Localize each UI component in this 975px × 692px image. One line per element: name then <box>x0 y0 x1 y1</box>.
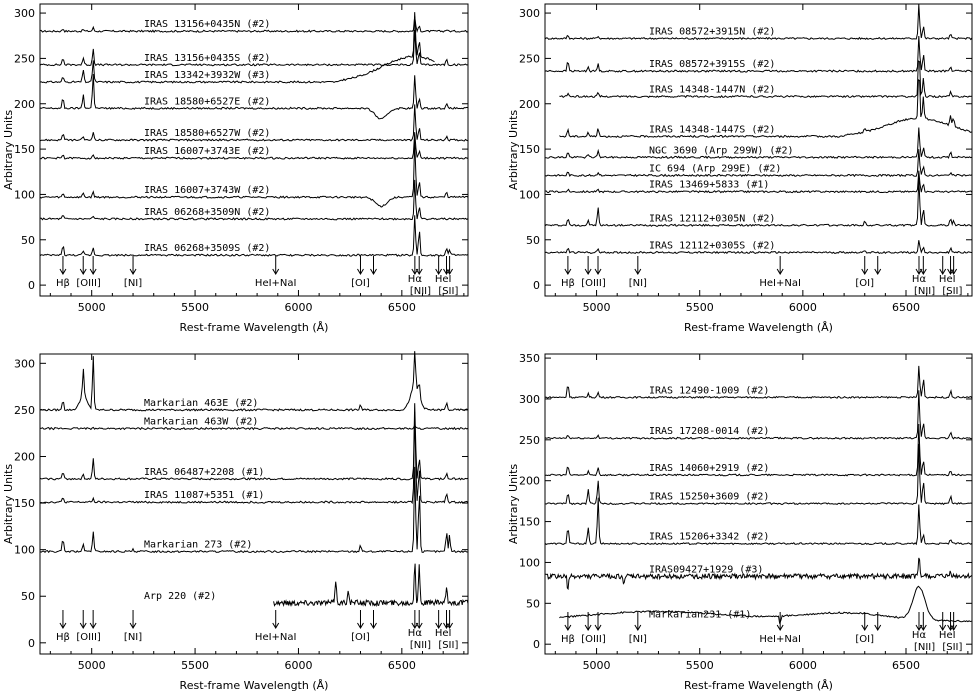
line-annotation: [OIII] <box>76 278 101 289</box>
x-tick-label: 5500 <box>181 659 210 672</box>
line-annotation: [OIII] <box>76 632 101 643</box>
y-tick-label: 150 <box>519 515 540 529</box>
line-annotation: HeI <box>434 274 452 285</box>
x-tick-label: 5000 <box>582 659 611 672</box>
line-annotation: [NI] <box>628 278 647 289</box>
y-tick-label: 250 <box>519 433 540 447</box>
y-tick-label: 50 <box>21 233 35 247</box>
series-label: IRAS 06487+2208 (#1) <box>144 466 265 478</box>
series-label: IRAS 14060+2919 (#2) <box>649 462 770 474</box>
y-tick-label: 100 <box>14 188 35 202</box>
y-tick-label: 100 <box>519 188 540 202</box>
y-tick-label: 250 <box>14 403 35 417</box>
chart-panel-2 <box>507 4 972 334</box>
y-tick-label: 300 <box>14 7 35 21</box>
y-tick-label: 50 <box>21 590 35 604</box>
series-label: IRAS 06268+3509S (#2) <box>144 243 271 255</box>
line-annotation: [OIII] <box>581 634 606 645</box>
series-label: IRAS 12112+0305S (#2) <box>649 240 776 252</box>
y-tick-label: 0 <box>533 279 540 293</box>
x-tick-label: 5000 <box>77 301 106 314</box>
y-tick-label: 150 <box>14 143 35 157</box>
line-annotation: [NI] <box>628 634 647 645</box>
x-tick-label: 6000 <box>788 301 817 314</box>
line-annotation: [OI] <box>351 278 370 289</box>
line-annotation: Hβ <box>55 632 70 643</box>
line-annotation: [SII] <box>438 640 459 651</box>
x-axis-label: Rest-frame Wavelength (Å) <box>684 321 833 334</box>
series-label: IRAS 08572+3915N (#2) <box>649 26 776 38</box>
series-label: Markarian231 (#1) <box>649 609 752 621</box>
line-annotation: [SII] <box>942 642 963 653</box>
x-tick-label: 6000 <box>284 659 313 672</box>
y-tick-label: 300 <box>519 7 540 21</box>
series-label: IRAS 13469+5833 (#1) <box>649 179 770 191</box>
series-label: IRAS 17208-0014 (#2) <box>649 426 770 438</box>
y-tick-label: 300 <box>14 357 35 371</box>
series-label: IRAS09427+1929 (#3) <box>649 564 764 576</box>
line-annotation: HeI+NaI <box>254 278 297 289</box>
x-axis-label: Rest-frame Wavelength (Å) <box>179 679 329 692</box>
series-label: Markarian 463W (#2) <box>144 416 259 428</box>
spectrum-line <box>274 564 468 606</box>
y-axis-label: Arbitrary Units <box>2 463 15 545</box>
chart-panel-4 <box>507 352 972 692</box>
series-label: IRAS 11087+5351 (#1) <box>144 490 265 502</box>
line-annotation: [SII] <box>942 286 963 297</box>
line-annotation: HeI+NaI <box>759 634 801 645</box>
series-label: IRAS 14348-1447S (#2) <box>649 124 776 136</box>
line-annotation: [NII] <box>409 286 432 297</box>
line-annotation: [OI] <box>855 634 875 645</box>
series-label: IRAS 18580+6527W (#2) <box>144 128 271 140</box>
series-label: IRAS 13156+0435N (#2) <box>144 19 271 31</box>
x-tick-label: 6000 <box>284 301 313 314</box>
series-label: Arp 220 (#2) <box>144 590 217 602</box>
line-annotation: [OIII] <box>581 278 606 289</box>
y-tick-label: 100 <box>519 556 540 570</box>
line-annotation: HeI <box>938 630 956 641</box>
y-tick-label: 0 <box>28 279 35 293</box>
y-tick-label: 250 <box>14 52 35 66</box>
line-annotation: [SII] <box>438 286 459 297</box>
x-tick-label: 5500 <box>181 301 210 314</box>
x-tick-label: 6500 <box>387 659 416 672</box>
line-annotation: [NI] <box>123 278 143 289</box>
line-annotation: [NII] <box>409 640 432 651</box>
series-label: IRAS 12112+0305N (#2) <box>649 213 776 225</box>
line-annotation: [NII] <box>913 286 936 297</box>
series-label: IRAS 15206+3342 (#2) <box>649 531 770 543</box>
line-annotation: [NI] <box>123 632 143 643</box>
x-tick-label: 6500 <box>387 301 416 314</box>
chart-panel-3 <box>2 351 468 692</box>
line-annotation: Hβ <box>560 278 575 289</box>
line-annotation: Hα <box>407 274 422 285</box>
chart-panel-1 <box>2 4 468 334</box>
series-label: IRAS 08572+3915S (#2) <box>649 59 776 71</box>
y-tick-label: 200 <box>519 97 540 111</box>
series-label: IRAS 13342+3932W (#3) <box>144 69 271 81</box>
line-annotation: HeI+NaI <box>759 278 801 289</box>
x-tick-label: 5500 <box>685 659 714 672</box>
series-label: IRAS 16007+3743W (#2) <box>144 185 271 197</box>
line-annotation: HeI <box>938 274 956 285</box>
series-label: NGC 3690 (Arp 299W) (#2) <box>649 145 794 157</box>
x-tick-label: 6000 <box>788 659 817 672</box>
series-label: Markarian 273 (#2) <box>144 539 253 551</box>
x-axis-label: Rest-frame Wavelength (Å) <box>684 679 833 692</box>
series-label: IRAS 06268+3509N (#2) <box>144 206 271 218</box>
series-label: Markarian 463E (#2) <box>144 397 259 409</box>
y-axis-label: Arbitrary Units <box>2 109 15 191</box>
y-tick-label: 150 <box>14 497 35 511</box>
line-annotation: [OI] <box>855 278 875 289</box>
y-tick-label: 50 <box>526 233 540 247</box>
series-label: IRAS 12490-1009 (#2) <box>649 385 770 397</box>
series-label: IRAS 15250+3609 (#2) <box>649 491 770 503</box>
x-tick-label: 5000 <box>582 301 611 314</box>
y-tick-label: 200 <box>14 97 35 111</box>
x-tick-label: 5000 <box>77 659 106 672</box>
line-annotation: Hα <box>911 274 927 285</box>
series-label: IRAS 16007+3743E (#2) <box>144 146 271 158</box>
series-label: IRAS 14348-1447N (#2) <box>649 84 776 96</box>
series-label: IC 694 (Arp 299E) (#2) <box>649 163 782 175</box>
y-tick-label: 50 <box>526 597 540 611</box>
line-annotation: Hβ <box>55 278 70 289</box>
y-tick-label: 100 <box>14 543 35 557</box>
y-tick-label: 200 <box>14 450 35 464</box>
line-annotation: HeI+NaI <box>254 632 297 643</box>
line-annotation: HeI <box>434 628 452 639</box>
line-annotation: [OI] <box>351 632 370 643</box>
line-annotation: Hβ <box>560 634 575 645</box>
series-label: IRAS 13156+0435S (#2) <box>144 52 271 64</box>
x-axis-label: Rest-frame Wavelength (Å) <box>179 321 329 334</box>
y-tick-label: 250 <box>519 52 540 66</box>
x-tick-label: 6500 <box>891 301 920 314</box>
spectrum-line <box>559 586 971 623</box>
y-tick-label: 200 <box>519 474 540 488</box>
line-annotation: [NII] <box>913 642 936 653</box>
y-tick-label: 0 <box>533 638 540 652</box>
y-tick-label: 150 <box>519 143 540 157</box>
y-axis-label: Arbitrary Units <box>507 463 520 545</box>
x-tick-label: 5500 <box>685 301 714 314</box>
y-tick-label: 300 <box>519 392 540 406</box>
line-annotation: Hα <box>407 628 422 639</box>
y-axis-label: Arbitrary Units <box>507 109 520 191</box>
y-tick-label: 350 <box>519 352 540 366</box>
line-annotation: Hα <box>911 630 927 641</box>
series-label: IRAS 18580+6527E (#2) <box>144 96 271 108</box>
y-tick-label: 0 <box>28 636 35 650</box>
x-tick-label: 6500 <box>891 659 920 672</box>
